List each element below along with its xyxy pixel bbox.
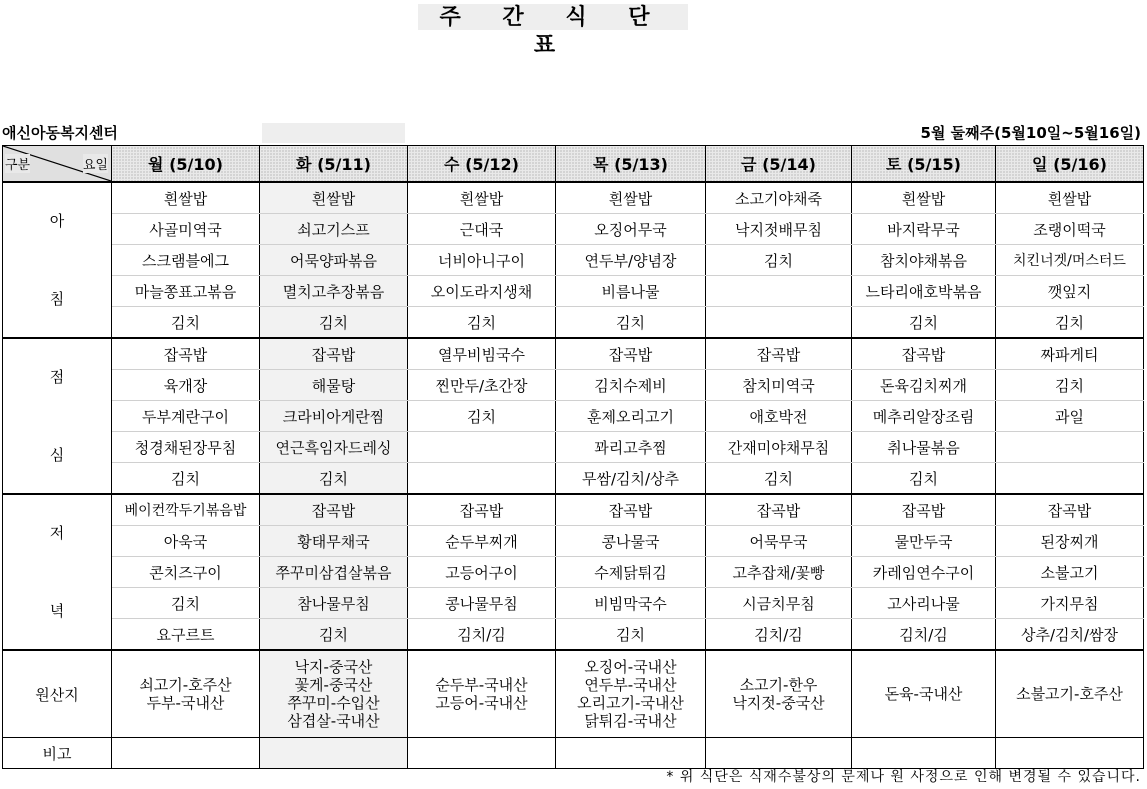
menu-item: 어묵무국	[706, 526, 852, 557]
note-cell	[260, 738, 408, 769]
menu-row	[3, 494, 1144, 526]
note-cell	[556, 738, 706, 769]
origin-line: 오징어-국내산	[584, 658, 677, 676]
origin-line: 낙지-중국산	[294, 658, 373, 676]
menu-row	[3, 307, 1144, 339]
origin-line: 꽃게-중국산	[294, 676, 373, 694]
menu-item: 해물탕	[260, 370, 408, 401]
meal-label-char: 아	[49, 212, 65, 230]
menu-item: 김치	[556, 619, 706, 651]
menu-item: 요구르트	[112, 619, 260, 651]
menu-row	[3, 338, 1144, 370]
menu-item: 오징어무국	[556, 214, 706, 245]
menu-item: 아욱국	[112, 526, 260, 557]
menu-item: 김치	[260, 307, 408, 339]
menu-item: 너비아니구이	[408, 245, 556, 276]
corner-label-category: 구분	[5, 154, 30, 173]
menu-item: 순두부찌개	[408, 526, 556, 557]
menu-row	[3, 370, 1144, 401]
origin-line: 소불고기-호주산	[1016, 685, 1123, 703]
menu-row	[3, 401, 1144, 432]
origin-cell	[112, 650, 260, 738]
day-header: 목 (5/13)	[556, 146, 706, 183]
meal-label-char: 침	[49, 290, 65, 308]
menu-item: 잡곡밥	[260, 494, 408, 526]
menu-item: 김치	[112, 588, 260, 619]
menu-item: 콘치즈구이	[112, 557, 260, 588]
origin-cell	[706, 650, 852, 738]
menu-row	[3, 214, 1144, 245]
note-row	[3, 738, 1144, 769]
menu-item: 참치미역국	[706, 370, 852, 401]
menu-item: 김치	[852, 307, 996, 339]
page-title: 주 간 식 단 표	[439, 5, 667, 58]
menu-item: 연근흑임자드레싱	[260, 432, 408, 463]
menu-item: 훈제오리고기	[556, 401, 706, 432]
meal-label	[3, 494, 112, 650]
menu-item: 흰쌀밥	[556, 182, 706, 214]
menu-item	[996, 463, 1144, 495]
day-header: 토 (5/15)	[852, 146, 996, 183]
menu-item: 쭈꾸미삼겹살볶음	[260, 557, 408, 588]
meal-label-char: 심	[49, 446, 65, 464]
menu-item: 메추리알장조림	[852, 401, 996, 432]
origin-line: 쭈꾸미-수입산	[287, 694, 380, 712]
menu-item: 카레임연수구이	[852, 557, 996, 588]
menu-row	[3, 526, 1144, 557]
menu-item	[408, 432, 556, 463]
origin-line: 낙지젓-중국산	[732, 694, 825, 712]
menu-item: 김치	[706, 245, 852, 276]
menu-item: 비빔막국수	[556, 588, 706, 619]
origin-line: 삼겹살-국내산	[287, 712, 380, 730]
menu-item	[408, 463, 556, 495]
menu-item: 콩나물국	[556, 526, 706, 557]
menu-item: 김치수제비	[556, 370, 706, 401]
menu-item: 참치야채볶음	[852, 245, 996, 276]
day-header: 화 (5/11)	[260, 146, 408, 183]
menu-item: 치킨너겟/머스터드	[996, 245, 1144, 276]
meal-label-char: 녁	[49, 602, 65, 620]
menu-item: 바지락무국	[852, 214, 996, 245]
menu-item: 김치	[556, 307, 706, 339]
menu-row	[3, 245, 1144, 276]
menu-item: 된장찌개	[996, 526, 1144, 557]
menu-item: 김치	[996, 370, 1144, 401]
menu-item: 간재미야채무침	[706, 432, 852, 463]
menu-item: 김치	[408, 307, 556, 339]
menu-item: 오이도라지생채	[408, 276, 556, 307]
menu-item: 고등어구이	[408, 557, 556, 588]
meal-label-char: 점	[49, 368, 65, 386]
note-cell	[852, 738, 996, 769]
menu-item: 소불고기	[996, 557, 1144, 588]
week-range: 5월 둘째주(5월10일~5월16일)	[920, 124, 1141, 142]
menu-item: 애호박전	[706, 401, 852, 432]
menu-item: 찐만두/초간장	[408, 370, 556, 401]
note-cell	[408, 738, 556, 769]
footnote: * 위 식단은 식재수불상의 문제나 원 사정으로 인해 변경될 수 있습니다.	[666, 769, 1141, 785]
menu-item: 김치	[260, 619, 408, 651]
menu-item: 과일	[996, 401, 1144, 432]
note-label: 비고	[3, 738, 112, 769]
origin-cell	[852, 650, 996, 738]
menu-row	[3, 557, 1144, 588]
menu-item: 꽈리고추찜	[556, 432, 706, 463]
origin-line: 순두부-국내산	[435, 676, 528, 694]
menu-item: 스크램블에그	[112, 245, 260, 276]
menu-item: 무쌈/김치/상추	[556, 463, 706, 495]
menu-row	[3, 276, 1144, 307]
menu-item: 취나물볶음	[852, 432, 996, 463]
menu-item: 김치	[112, 307, 260, 339]
origin-cell	[556, 650, 706, 738]
origin-line: 오리고기-국내산	[577, 694, 684, 712]
menu-item: 상추/김치/쌈장	[996, 619, 1144, 651]
menu-item: 잡곡밥	[556, 338, 706, 370]
day-header: 금 (5/14)	[706, 146, 852, 183]
origin-line: 쇠고기-호주산	[139, 676, 232, 694]
day-header: 수 (5/12)	[408, 146, 556, 183]
menu-item: 돈육김치찌개	[852, 370, 996, 401]
title-background	[418, 4, 688, 58]
menu-item: 김치	[408, 401, 556, 432]
menu-row	[3, 588, 1144, 619]
menu-item: 멸치고추장볶음	[260, 276, 408, 307]
menu-item: 연두부/양념장	[556, 245, 706, 276]
menu-row	[3, 432, 1144, 463]
header-row	[3, 146, 1144, 183]
corner-header	[3, 146, 112, 183]
menu-item: 어묵양파볶음	[260, 245, 408, 276]
origin-cell	[408, 650, 556, 738]
menu-item: 육개장	[112, 370, 260, 401]
menu-item: 마늘쫑표고볶음	[112, 276, 260, 307]
menu-row	[3, 182, 1144, 214]
note-cell	[112, 738, 260, 769]
menu-item: 흰쌀밥	[112, 182, 260, 214]
menu-item: 고추잡채/꽃빵	[706, 557, 852, 588]
menu-item: 근대국	[408, 214, 556, 245]
menu-item: 열무비빔국수	[408, 338, 556, 370]
origin-cell	[260, 650, 408, 738]
origin-line: 연두부-국내산	[584, 676, 677, 694]
origin-label: 원산지	[3, 650, 112, 738]
menu-item: 낙지젓배무침	[706, 214, 852, 245]
menu-item: 흰쌀밥	[408, 182, 556, 214]
menu-item: 소고기야채죽	[706, 182, 852, 214]
menu-item: 깻잎지	[996, 276, 1144, 307]
origin-line: 고등어-국내산	[435, 694, 528, 712]
menu-item: 잡곡밥	[260, 338, 408, 370]
menu-item: 짜파게티	[996, 338, 1144, 370]
menu-item	[706, 307, 852, 339]
menu-item: 조랭이떡국	[996, 214, 1144, 245]
menu-item: 김치	[260, 463, 408, 495]
menu-item: 김치	[112, 463, 260, 495]
day-header: 일 (5/16)	[996, 146, 1144, 183]
menu-item: 사골미역국	[112, 214, 260, 245]
menu-item: 수제닭튀김	[556, 557, 706, 588]
menu-item: 잡곡밥	[556, 494, 706, 526]
menu-item: 김치	[996, 307, 1144, 339]
meal-label	[3, 182, 112, 338]
menu-item: 느타리애호박볶음	[852, 276, 996, 307]
menu-row	[3, 619, 1144, 651]
menu-item: 물만두국	[852, 526, 996, 557]
weekly-menu-table	[2, 145, 1144, 769]
menu-item: 잡곡밥	[706, 338, 852, 370]
menu-item: 잡곡밥	[408, 494, 556, 526]
menu-item: 쇠고기스프	[260, 214, 408, 245]
menu-item: 김치/김	[852, 619, 996, 651]
origin-row	[3, 650, 1144, 738]
origin-line: 닭튀김-국내산	[584, 712, 677, 730]
menu-item: 황태무채국	[260, 526, 408, 557]
menu-item: 잡곡밥	[852, 494, 996, 526]
menu-item: 김치/김	[706, 619, 852, 651]
menu-item: 크라비아게란찜	[260, 401, 408, 432]
menu-item: 비름나물	[556, 276, 706, 307]
menu-item: 베이컨깍두기볶음밥	[112, 494, 260, 526]
menu-item: 잡곡밥	[706, 494, 852, 526]
menu-item: 가지무침	[996, 588, 1144, 619]
menu-item: 잡곡밥	[852, 338, 996, 370]
note-cell	[706, 738, 852, 769]
menu-item: 흰쌀밥	[260, 182, 408, 214]
day-header: 월 (5/10)	[112, 146, 260, 183]
menu-item: 잡곡밥	[996, 494, 1144, 526]
menu-item: 두부계란구이	[112, 401, 260, 432]
menu-item: 시금치무침	[706, 588, 852, 619]
menu-item: 김치/김	[408, 619, 556, 651]
meal-label	[3, 338, 112, 494]
menu-item	[996, 432, 1144, 463]
menu-item: 김치	[852, 463, 996, 495]
tuesday-shade	[262, 123, 405, 143]
menu-item	[706, 276, 852, 307]
origin-line: 돈육-국내산	[884, 685, 963, 703]
menu-item: 흰쌀밥	[852, 182, 996, 214]
menu-item: 김치	[706, 463, 852, 495]
origin-line: 두부-국내산	[146, 694, 225, 712]
menu-item: 참나물무침	[260, 588, 408, 619]
origin-cell	[996, 650, 1144, 738]
meal-label-char: 저	[49, 524, 65, 542]
menu-item: 고사리나물	[852, 588, 996, 619]
menu-item: 콩나물무침	[408, 588, 556, 619]
menu-item: 흰쌀밥	[996, 182, 1144, 214]
corner-label-day: 요일	[83, 154, 108, 173]
menu-row	[3, 463, 1144, 495]
origin-line: 소고기-한우	[739, 676, 818, 694]
organization-name: 애신아동복지센터	[2, 124, 118, 142]
menu-item: 잡곡밥	[112, 338, 260, 370]
note-cell	[996, 738, 1144, 769]
menu-item: 청경채된장무침	[112, 432, 260, 463]
